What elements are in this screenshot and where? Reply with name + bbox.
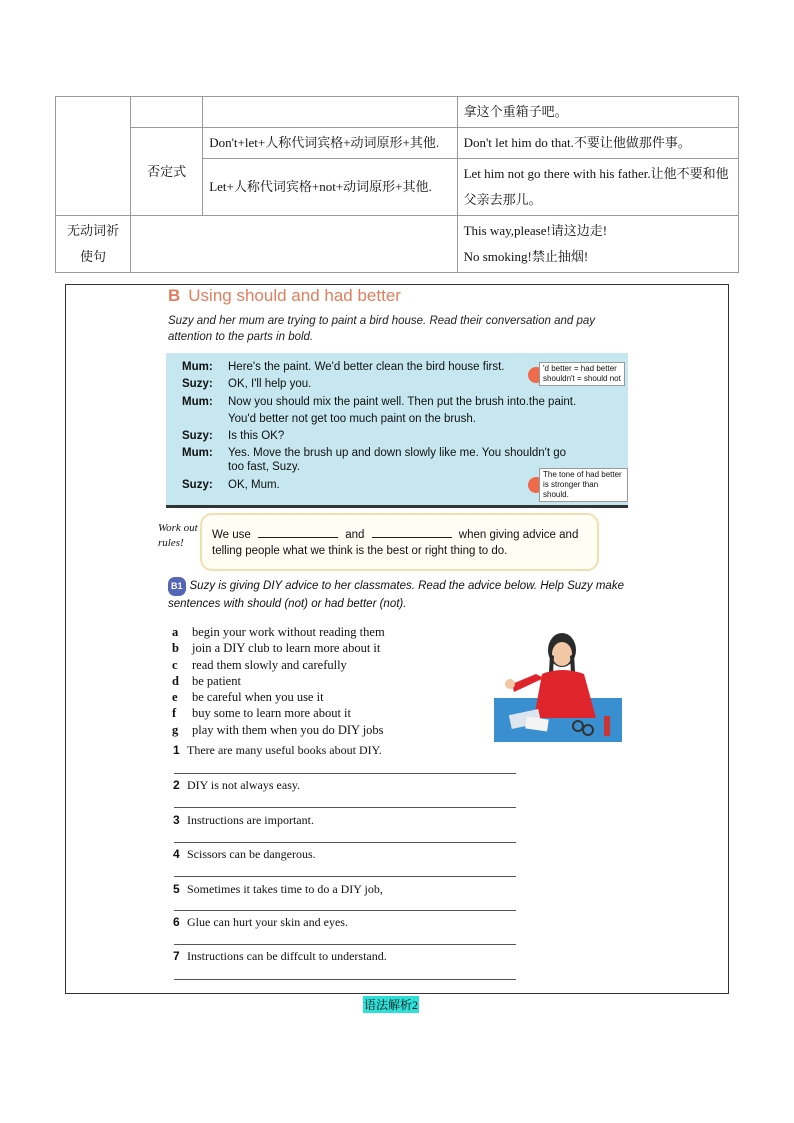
example-cell: 拿这个重箱子吧。: [457, 97, 738, 128]
line-text: too fast, Suzy.: [228, 461, 301, 473]
caption: 语法解析2: [364, 998, 419, 1012]
table-cell-empty: [203, 97, 457, 128]
table-cell-empty: [131, 97, 203, 128]
line-text: Here's the paint. We'd better clean the bird house first.: [228, 361, 505, 373]
speaker: Mum:: [182, 396, 213, 408]
rule-cell: Let+人称代词宾格+not+动词原形+其他.: [203, 159, 457, 216]
question-number: 2: [173, 778, 180, 792]
item-key: a: [172, 625, 179, 639]
no-verb-imperative-label: 无动词祈使句: [56, 216, 131, 273]
item-text: join a DIY club to learn more about it: [192, 641, 381, 656]
hand-shape: [505, 679, 515, 689]
arm-shape: [512, 674, 544, 692]
note-line: The tone of had better: [543, 470, 622, 479]
dialogue-line: [182, 430, 284, 442]
item-key: b: [172, 641, 179, 656]
dialogue-line: [182, 479, 280, 491]
list-item: [172, 705, 385, 721]
question-text: Glue can hurt your skin and eyes.: [187, 915, 348, 929]
line-text: Yes. Move the brush up and down slowly like me. You shouldn't go: [228, 447, 567, 459]
dialogue-line: [182, 361, 505, 373]
blank-line[interactable]: [258, 537, 338, 538]
work-out-rules-label: Work out rules!: [158, 522, 198, 549]
question: [173, 813, 314, 828]
question-text: Instructions are important.: [187, 813, 314, 827]
rule-box: [200, 513, 599, 571]
speaker: Mum:: [182, 447, 213, 459]
advice-list: [172, 624, 385, 738]
item-key: g: [172, 722, 179, 737]
answer-line[interactable]: [174, 876, 516, 877]
rule-cell: Don't+let+人称代词宾格+动词原形+其他.: [203, 128, 457, 159]
list-item: [172, 722, 385, 738]
line-text: OK, I'll help you.: [228, 378, 312, 390]
note-line: is stronger than should.: [543, 480, 599, 499]
girl-illustration: [492, 626, 626, 744]
b1-text: Suzy is giving DIY advice to her classmates. Read the advice below. Help Suzy make sentences with should (not) or had better (not).: [168, 580, 624, 610]
rule-line: telling people what we think is the best or right thing to do.: [212, 545, 508, 557]
example-line: No smoking!禁止抽烟!: [463, 249, 589, 264]
example-cell: [457, 216, 738, 273]
section-title: [168, 286, 401, 306]
grammar-table: [55, 96, 739, 273]
b1-badge: B1: [168, 577, 186, 596]
example-cell: Don't let him do that.不要让他做那件事。: [457, 128, 738, 159]
question: [173, 847, 316, 862]
question: [173, 949, 387, 964]
list-item: [172, 657, 385, 673]
question-text: There are many useful books about DIY.: [187, 743, 382, 757]
item-key: c: [172, 657, 178, 672]
note-line: shouldn't = should not: [543, 374, 621, 383]
answer-line[interactable]: [174, 773, 516, 774]
question: [173, 882, 383, 897]
speaker: Mum:: [182, 361, 213, 373]
rule-text: and: [345, 529, 365, 541]
sweater-shape: [534, 670, 596, 718]
rule-text: when giving advice and: [458, 529, 579, 541]
note-box: [539, 468, 628, 502]
glue-icon: [604, 716, 610, 736]
question-number: 6: [173, 915, 180, 929]
question-text: Instructions can be diffcult to understand.: [187, 949, 387, 963]
table-cell-empty: [131, 216, 457, 273]
dialogue-line: [182, 413, 476, 425]
question-text: DIY is not always easy.: [187, 778, 301, 792]
answer-line[interactable]: [174, 910, 516, 911]
note-box: [539, 362, 625, 386]
example-line: This way,please!请这边走!: [463, 223, 608, 238]
b1-instruction: [168, 577, 638, 613]
dialogue-line: [182, 461, 300, 473]
speaker: Suzy:: [182, 479, 213, 491]
line-text: You'd better not get too much paint on the brush.: [228, 413, 476, 425]
note-line: 'd better = had better: [543, 364, 617, 373]
rule-text: We use: [212, 529, 251, 541]
answer-line[interactable]: [174, 944, 516, 945]
section-intro: Suzy and her mum are trying to paint a bird house. Read their conversation and pay attention to the parts in bold.: [168, 315, 596, 343]
item-key: f: [172, 706, 177, 721]
negative-form-label: 否定式: [131, 128, 203, 216]
speaker: Suzy:: [182, 430, 213, 442]
item-text: be patient: [192, 673, 241, 688]
dialogue-line: [182, 447, 566, 459]
dialogue-box: [166, 353, 628, 508]
table-cell-empty: [56, 97, 131, 216]
face-shape: [552, 642, 572, 666]
question: [173, 915, 348, 930]
item-key: e: [172, 690, 178, 705]
list-item: [172, 640, 385, 656]
item-text: play with them when you do DIY jobs: [192, 722, 384, 737]
question-number: 7: [173, 949, 180, 963]
list-item: [172, 673, 385, 689]
answer-line[interactable]: [174, 842, 516, 843]
question-number: 4: [173, 847, 180, 861]
rule-line: [212, 529, 578, 541]
item-text: buy some to learn more about it: [192, 706, 351, 721]
section-title-text: Using should and had better: [188, 286, 401, 305]
answer-line[interactable]: [174, 979, 516, 980]
question-text: Scissors can be dangerous.: [187, 847, 316, 861]
question-number: 5: [173, 882, 180, 896]
line-text: Is this OK?: [228, 430, 285, 442]
question-text: Sometimes it takes time to do a DIY job,: [187, 882, 383, 896]
dialogue-line: [182, 378, 311, 390]
list-item: [172, 624, 385, 640]
item-text: be careful when you use it: [192, 690, 324, 705]
dialogue-line: [182, 396, 576, 408]
question-number: 1: [173, 743, 180, 757]
example-cell: Let him not go there with his father.让他不要和他父亲去那儿。: [457, 159, 738, 216]
item-text: begin your work without reading them: [192, 625, 385, 639]
speaker: Suzy:: [182, 378, 213, 390]
line-text: Now you should mix the paint well. Then put the brush into.the paint.: [228, 396, 577, 408]
line-text: OK, Mum.: [228, 479, 280, 491]
item-text: read them slowly and carefully: [192, 657, 347, 672]
answer-line[interactable]: [174, 807, 516, 808]
list-item: [172, 689, 385, 705]
section-letter: B: [168, 286, 181, 305]
question: [173, 743, 382, 758]
blank-line[interactable]: [372, 537, 452, 538]
question: [173, 778, 300, 793]
question-number: 3: [173, 813, 180, 827]
item-key: d: [172, 673, 179, 688]
